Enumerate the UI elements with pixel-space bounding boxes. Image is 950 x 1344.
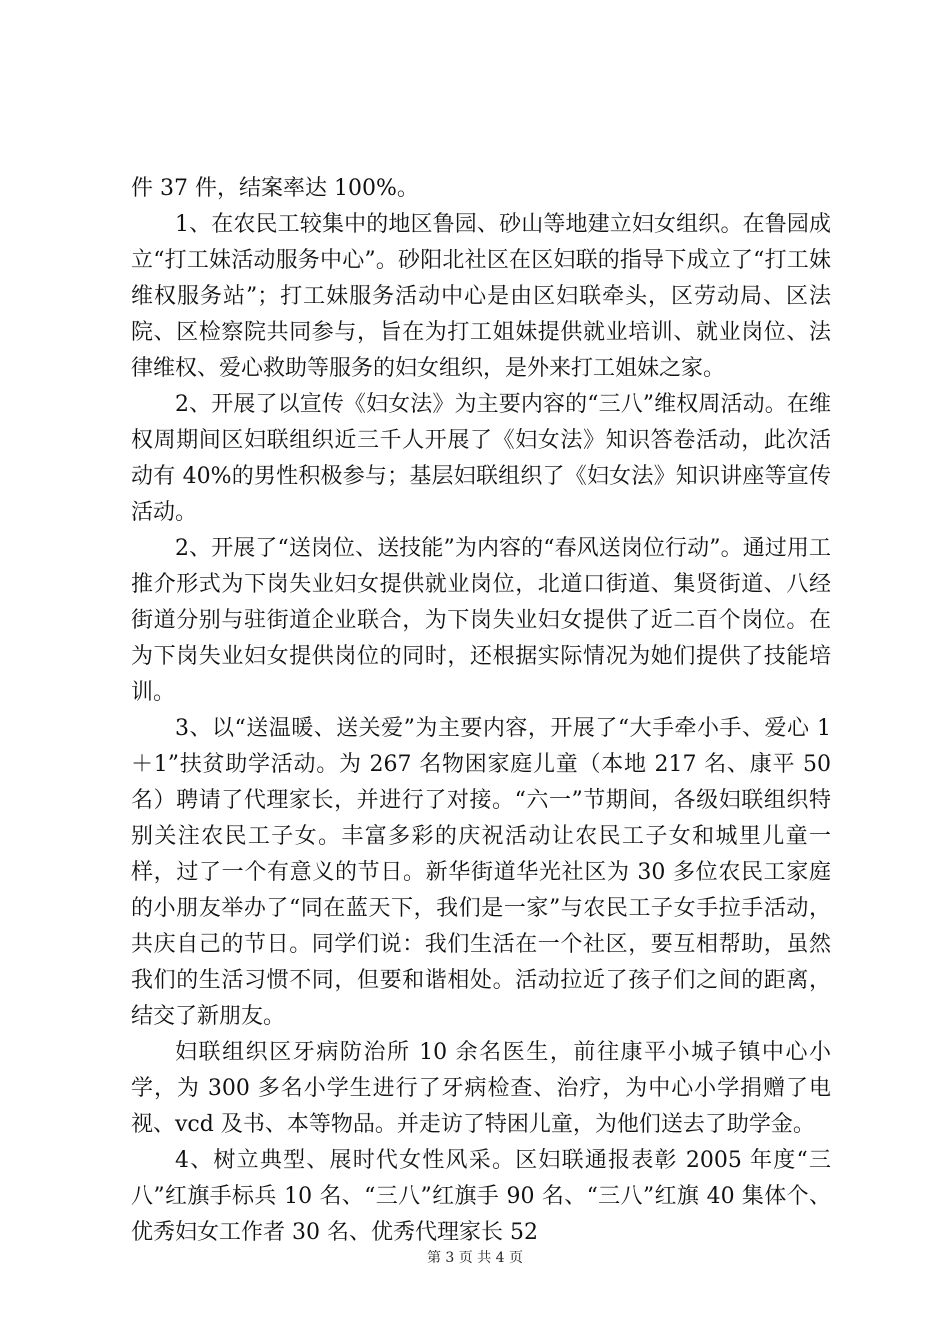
page-footer: 第 3 页 共 4 页 [426, 1250, 524, 1266]
paragraph-item-3: 3、以“送温暖、送关爱”为主要内容，开展了“大手牵小手、爱心 1＋1”扶贫助学活动。为 267 名物困家庭儿童（本地 217 名、康平 50 名）聘请了代理家长，并进行了对接。“六一”节期间，各级妇联组织特别关注农民工子女。丰富多彩的庆祝活动让农民工子女和城里儿童一样，过了一个有意义的节日。新华街道华光社区为 30 多位农民工家庭的小朋友举办了“同在蓝天下，我们是一家”与农民工子女手拉手活动，共庆自己的节日。同学们说：我们生活在一个社区，要互相帮助，虽然我们的生活习惯不同，但要和谐相处。活动拉近了孩子们之间的距离，结交了新朋友。 [131, 716, 831, 1029]
paragraph-dental: 妇联组织区牙病防治所 10 余名医生，前往康平小城子镇中心小学，为 300 多名小学生进行了牙病检查、治疗，为中心小学捐赠了电视、vcd 及书、本等物品。并走访了特困儿童，为他们送去了助学金。 [131, 1040, 831, 1137]
paragraph-continuation: 件 37 件，结案率达 100%。 [131, 176, 419, 201]
paragraph-item-2b: 2、开展了“送岗位、送技能”为内容的“春风送岗位行动”。通过用工推介形式为下岗失业妇女提供就业岗位，北道口街道、集贤街道、八经街道分别与驻街道企业联合，为下岗失业妇女提供了近二百个岗位。在为下岗失业妇女提供岗位的同时，还根据实际情况为她们提供了技能培训。 [131, 536, 831, 705]
paragraph-item-1: 1、在农民工较集中的地区鲁园、砂山等地建立妇女组织。在鲁园成立“打工妹活动服务中心”。砂阳北社区在区妇联的指导下成立了“打工妹维权服务站”；打工妹服务活动中心是由区妇联牵头，区劳动局、区法院、区检察院共同参与，旨在为打工姐妹提供就业培训、就业岗位、法律维权、爱心救助等服务的妇女组织，是外来打工姐妹之家。 [131, 212, 831, 381]
paragraph-item-4: 4、树立典型、展时代女性风采。区妇联通报表彰 2005 年度“三八”红旗手标兵 10 名、“三八”红旗手 90 名、“三八”红旗 40 集体个、优秀妇女工作者 30 名、优秀代理家长 52 [131, 1148, 831, 1245]
document-body [131, 171, 831, 1251]
paragraph-item-2a: 2、开展了以宣传《妇女法》为主要内容的“三八”维权周活动。在维权周期间区妇联组织近三千人开展了《妇女法》知识答卷活动，此次活动有 40%的男性积极参与；基层妇联组织了《妇女法》知识讲座等宣传活动。 [131, 392, 831, 525]
